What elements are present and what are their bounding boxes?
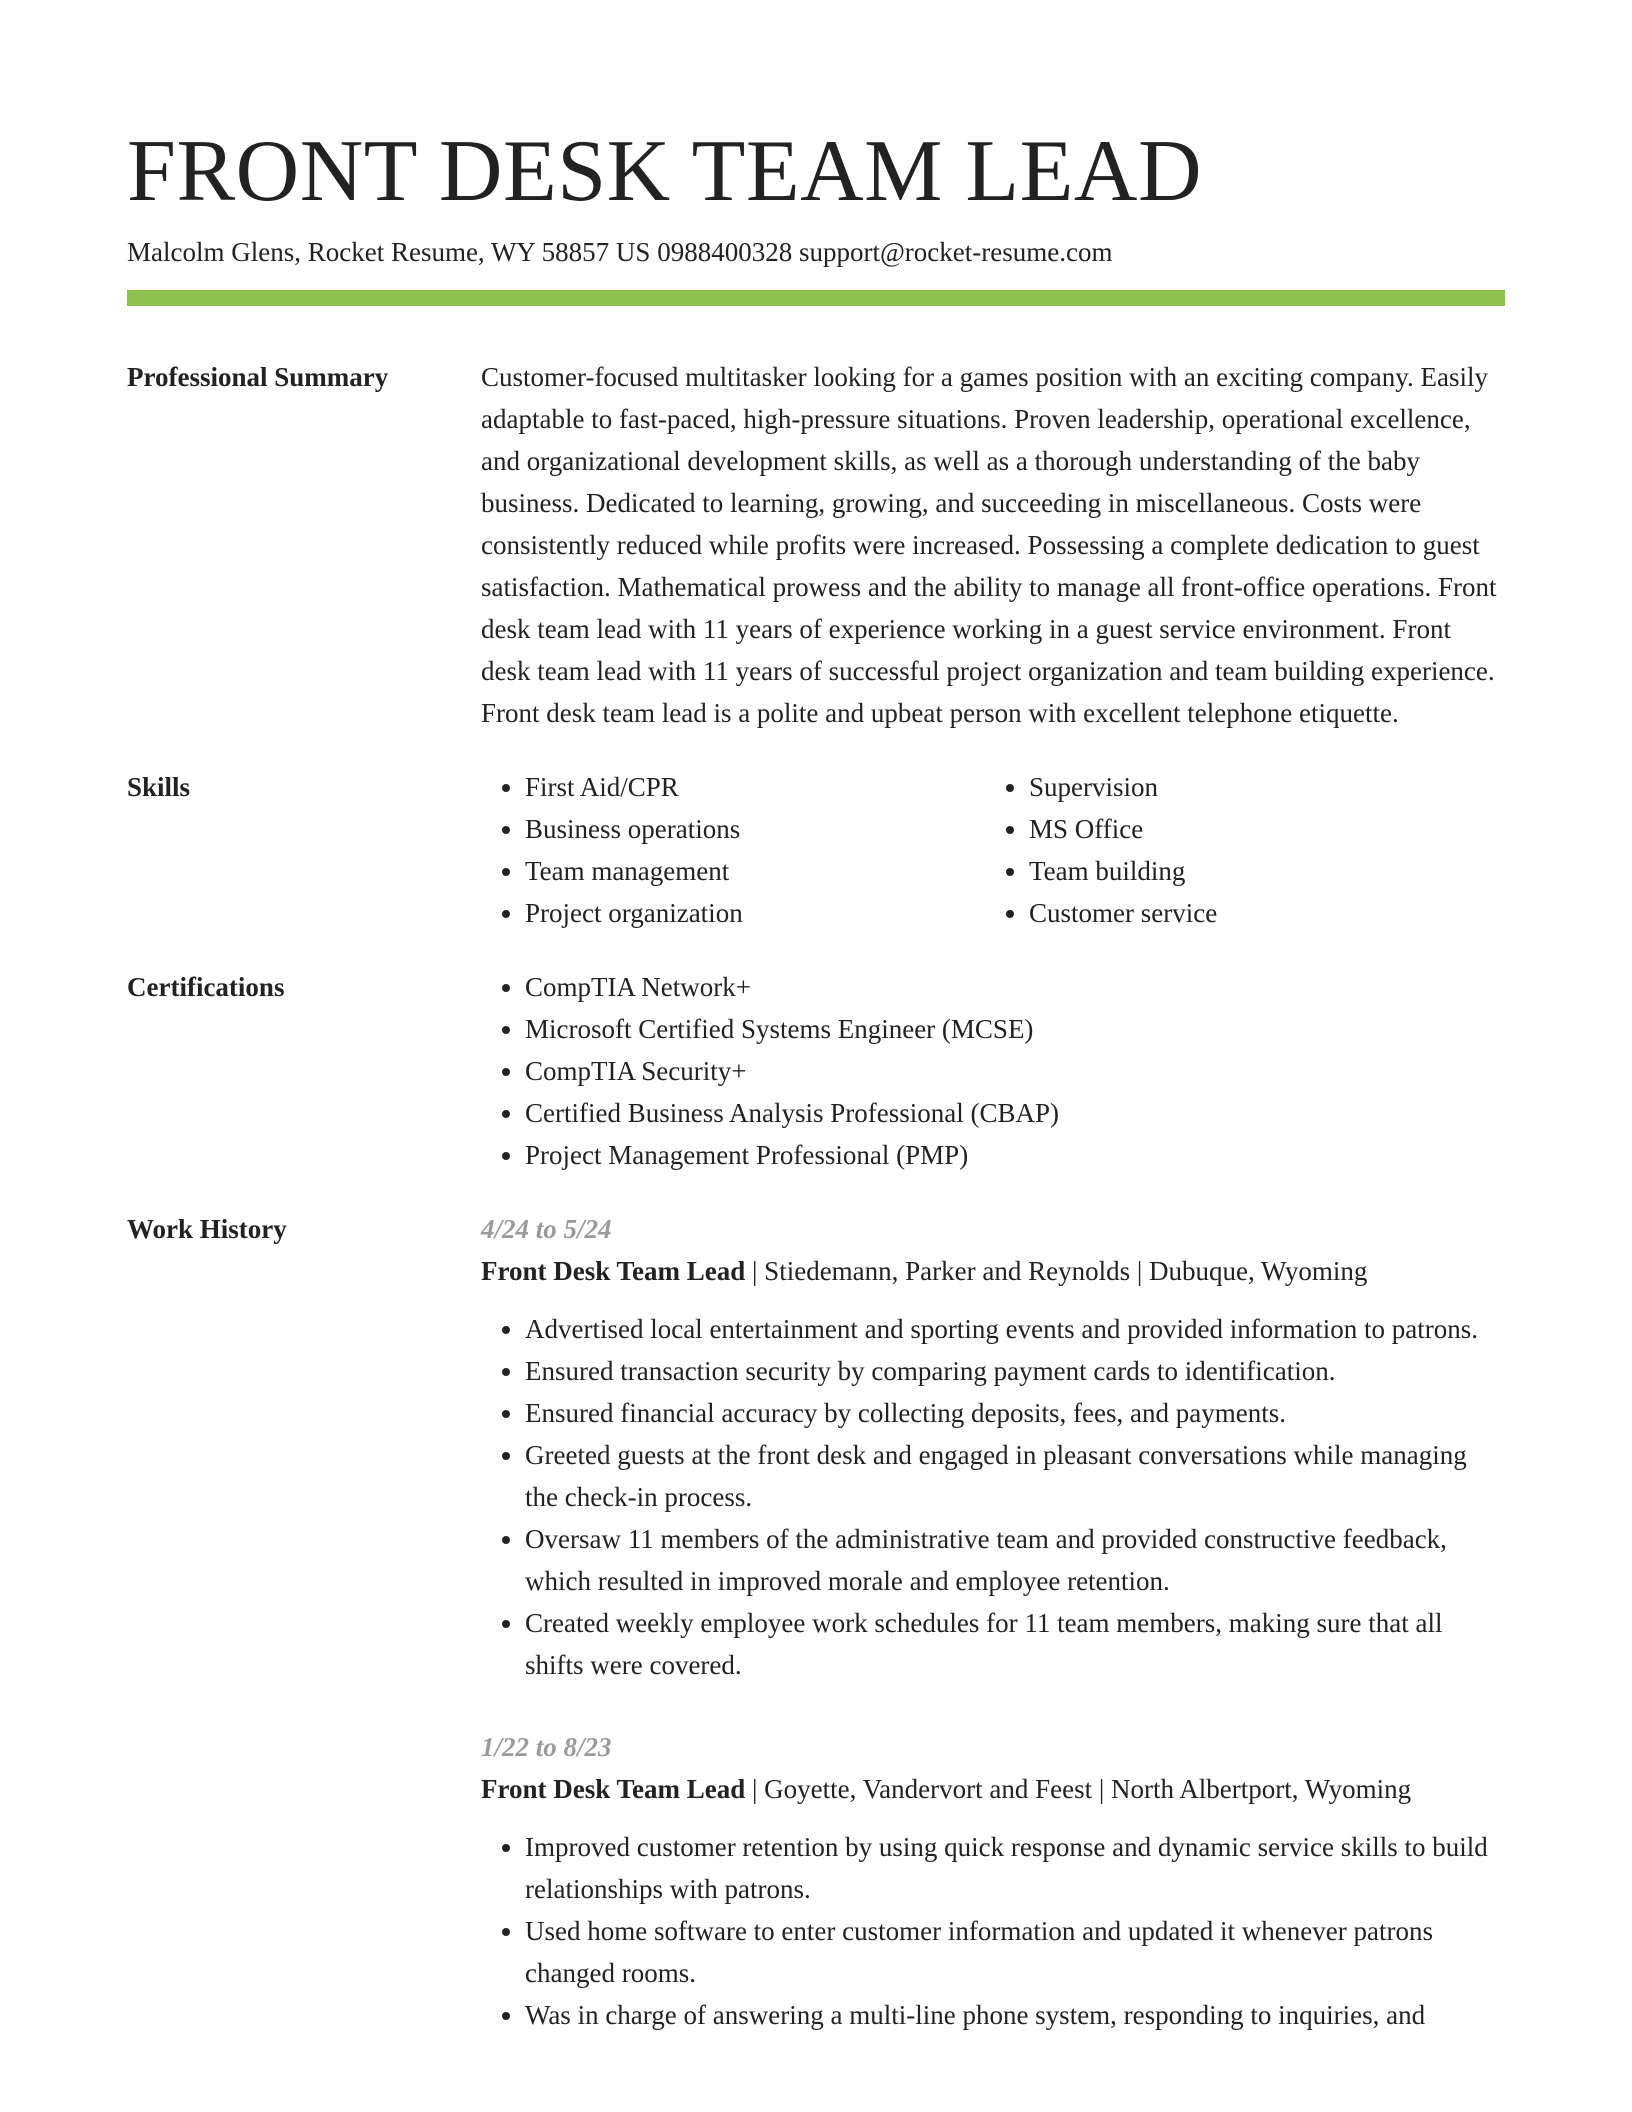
job-title: Front Desk Team Lead xyxy=(481,1256,746,1286)
skills-list-right xyxy=(985,766,1489,934)
job-heading xyxy=(481,1250,1505,1292)
summary-text: Customer-focused multitasker looking for a games position with an exciting company. Easily adaptable to fast-paced, high-pressure situations. Proven leadership, operational excellence, and organizational development skills, as well as a thorough understanding of the baby business. Dedicated to learning, growing, and succeeding in miscellaneous. Costs were consistently reduced while profits were increased. Possessing a complete dedication to guest satisfaction. Mathematical prowess and the ability to manage all front-office operations. Front desk team lead with 11 years of experience working in a guest service environment. Front desk team lead with 11 years of successful project organization and team building experience. Front desk team lead is a polite and upbeat person with excellent telephone etiquette. xyxy=(481,362,1497,728)
job-heading xyxy=(481,1768,1505,1810)
job-bullet: • Improved customer retention by using quick response and dynamic service skills to build relationships with patrons. xyxy=(525,1826,1505,1910)
certifications-section xyxy=(127,966,1505,1176)
job-bullet-list xyxy=(481,1826,1505,2036)
accent-divider xyxy=(127,290,1505,306)
skills-section xyxy=(127,766,1505,934)
section-label-summary: Professional Summary xyxy=(127,362,389,392)
professional-summary-section xyxy=(127,356,1505,734)
certification-item: • CompTIA Security+ xyxy=(525,1050,1505,1092)
skill-item: • Customer service xyxy=(1029,892,1489,934)
job-bullet: • Ensured transaction security by comparing payment cards to identification. xyxy=(525,1350,1505,1392)
section-label-skills: Skills xyxy=(127,772,191,802)
contact-line: Malcolm Glens, Rocket Resume, WY 58857 US 0988400328 support@rocket-resume.com xyxy=(127,237,1113,267)
section-label-work-history: Work History xyxy=(127,1214,287,1244)
certification-item: • Microsoft Certified Systems Engineer (MCSE) xyxy=(525,1008,1505,1050)
resume-page xyxy=(127,0,1505,2076)
skill-item: • First Aid/CPR xyxy=(525,766,985,808)
job-dates: 1/22 to 8/23 xyxy=(481,1732,612,1762)
job-bullet: • Was in charge of answering a multi-line phone system, responding to inquiries, and xyxy=(525,1994,1505,2036)
skill-item: • Business operations xyxy=(525,808,985,850)
skill-item: • Team management xyxy=(525,850,985,892)
job-employer-location: | Goyette, Vandervort and Feest | North Albertport, Wyoming xyxy=(745,1774,1412,1804)
job-dates: 4/24 to 5/24 xyxy=(481,1214,612,1244)
certification-item: • Project Management Professional (PMP) xyxy=(525,1134,1505,1176)
skills-grid xyxy=(481,766,1505,934)
skills-list-left xyxy=(481,766,985,934)
skill-item: • MS Office xyxy=(1029,808,1489,850)
certification-item: • CompTIA Network+ xyxy=(525,966,1505,1008)
skill-item: • Project organization xyxy=(525,892,985,934)
job-bullet-list xyxy=(481,1308,1505,1686)
skill-item: • Supervision xyxy=(1029,766,1489,808)
job-bullet: • Used home software to enter customer information and updated it whenever patrons changed rooms. xyxy=(525,1910,1505,1994)
job-bullet: • Ensured financial accuracy by collecting deposits, fees, and payments. xyxy=(525,1392,1505,1434)
certifications-list xyxy=(481,966,1505,1176)
job-bullet: • Oversaw 11 members of the administrative team and provided constructive feedback, which resulted in improved morale and employee retention. xyxy=(525,1518,1505,1602)
job-bullet: • Advertised local entertainment and sporting events and provided information to patrons. xyxy=(525,1308,1505,1350)
job-entry xyxy=(481,1208,1505,1686)
section-label-certifications: Certifications xyxy=(127,972,285,1002)
job-entry xyxy=(481,1726,1505,2036)
job-employer-location: | Stiedemann, Parker and Reynolds | Dubuque, Wyoming xyxy=(745,1256,1368,1286)
job-title: Front Desk Team Lead xyxy=(481,1774,746,1804)
resume-title: FRONT DESK TEAM LEAD xyxy=(127,123,1203,220)
certification-item: • Certified Business Analysis Professional (CBAP) xyxy=(525,1092,1505,1134)
job-bullet: • Greeted guests at the front desk and engaged in pleasant conversations while managing the check-in process. xyxy=(525,1434,1505,1518)
work-history-section xyxy=(127,1208,1505,2076)
skill-item: • Team building xyxy=(1029,850,1489,892)
job-bullet: • Created weekly employee work schedules for 11 team members, making sure that all shifts were covered. xyxy=(525,1602,1505,1686)
